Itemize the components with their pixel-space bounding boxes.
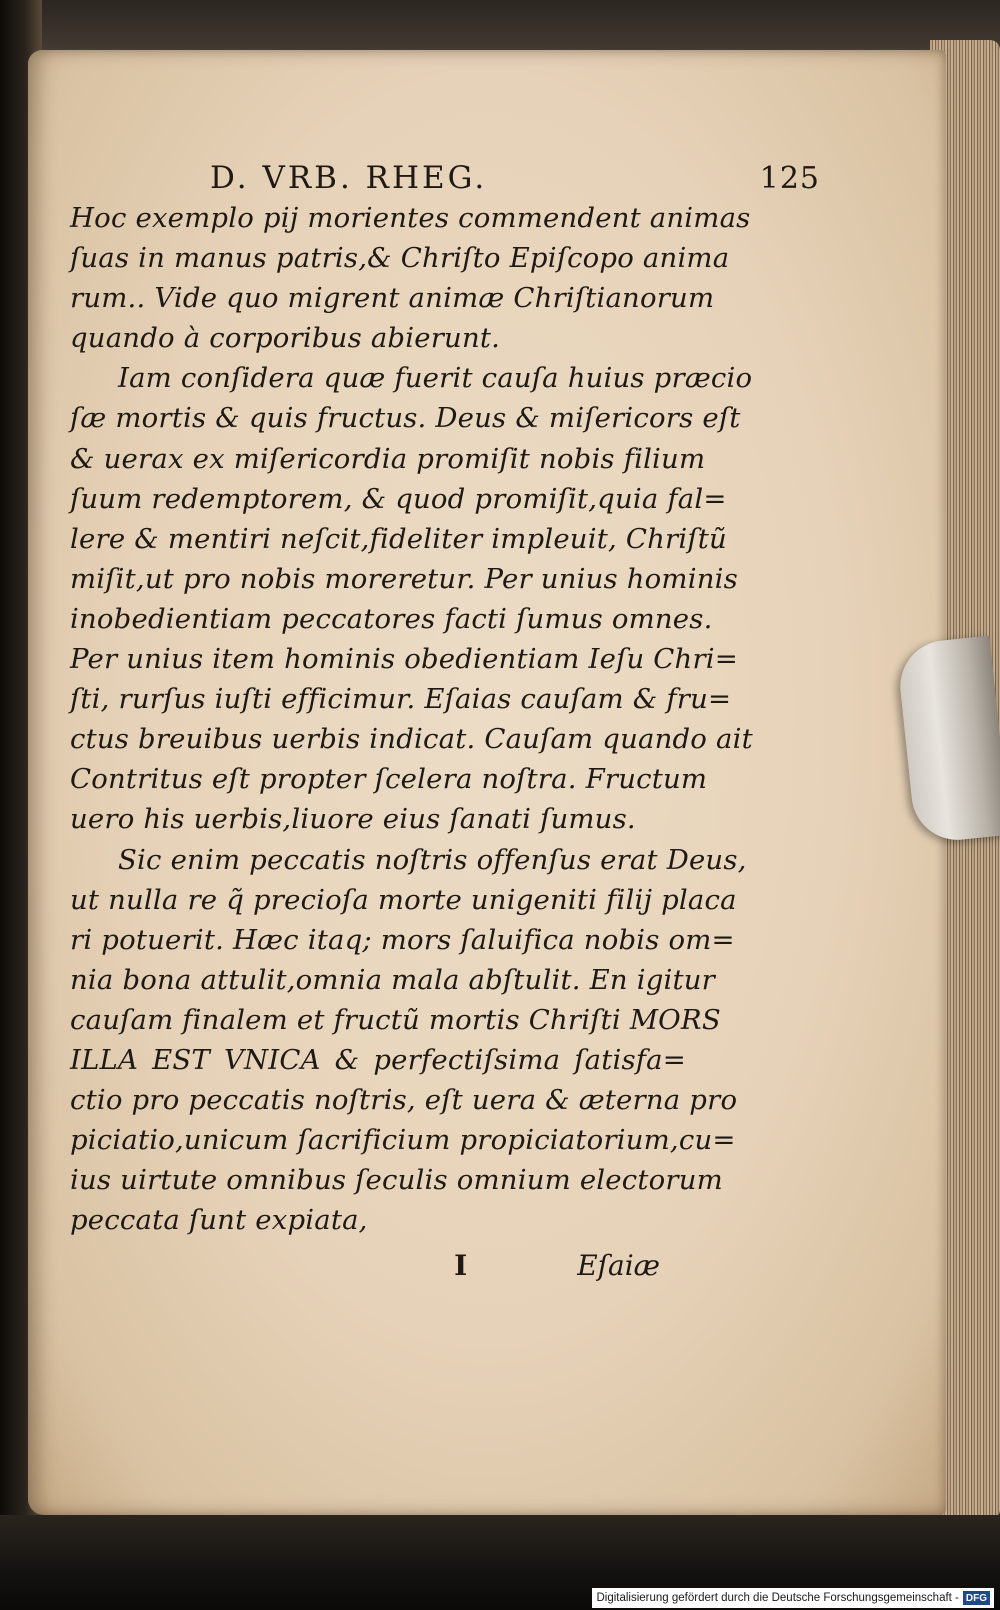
text-line: Iam conſidera quæ fuerit cauſa huius præcio xyxy=(118,362,753,395)
signature-mark: I xyxy=(454,1249,468,1283)
text-line: uero his uerbis,liuore eius ſanati ſumus. xyxy=(70,803,636,836)
text-line: nia bona attulit,omnia mala abſtulit. En igitur xyxy=(70,963,716,996)
page-number: 125 xyxy=(759,161,820,196)
text-line: lere & mentiri neſcit,fideliter impleuit, Chriſtũ xyxy=(70,522,727,555)
text-line: rum.. Vide quo migrent animæ Chriſtianorum xyxy=(70,282,715,315)
text-line: & uerax ex miſericordia promiſit nobis filium xyxy=(70,442,706,475)
text-line: ius uirtute omnibus ſeculis omnium electorum xyxy=(70,1164,723,1197)
digitization-credit xyxy=(592,1588,994,1608)
text-line: ctio pro peccatis noſtris, eſt uera & æterna pro xyxy=(70,1084,738,1117)
text-line: ſti, rurſus iuſti efficimur. Eſaias cauſam & fru= xyxy=(70,683,732,716)
text-line: ſuas in manus patris,& Chriſto Epiſcopo anima xyxy=(70,242,730,275)
text-line: Contritus eſt propter ſcelera noſtra. Fructum xyxy=(70,763,708,796)
running-head xyxy=(210,158,830,198)
text-line: inobedientiam peccatores facti ſumus omnes. xyxy=(70,602,713,635)
book-page xyxy=(28,50,946,1515)
running-head-title: D. VRB. RHEG. xyxy=(210,160,488,196)
text-line: ſuum redemptorem, & quod promiſit,quia fal= xyxy=(70,482,727,515)
text-line: peccata ſunt expiata, xyxy=(70,1204,368,1237)
text-line: piciatio,unicum ſacrificium propiciatorium,cu= xyxy=(70,1124,736,1157)
text-line: cauſam finalem et fructũ mortis Chriſti MORS xyxy=(70,1003,721,1036)
text-line: ILLA EST VNICA & perfectiſsima ſatisfa= xyxy=(70,1043,686,1076)
text-line: ſæ mortis & quis fructus. Deus & miſericors eſt xyxy=(70,402,741,435)
catchword: Eſaiæ xyxy=(577,1249,660,1283)
text-line: quando à corporibus abierunt. xyxy=(70,322,501,355)
dfg-logo: DFG xyxy=(963,1591,990,1605)
text-line: ctus breuibus uerbis indicat. Cauſam quando ait xyxy=(70,723,753,756)
text-line: ri potuerit. Hæc itaq; mors ſaluifica nobis om= xyxy=(70,923,735,956)
body-text xyxy=(70,198,753,1240)
page-content xyxy=(70,158,820,1286)
text-line: Per unius item hominis obedientiam Ieſu Chri= xyxy=(70,643,739,676)
catchword-line xyxy=(70,1246,660,1286)
text-line: miſit,ut pro nobis moreretur. Per unius hominis xyxy=(70,562,738,595)
text-line: ut nulla re q̃ precioſa morte unigeniti filij placa xyxy=(70,883,737,916)
text-line: Sic enim peccatis noſtris offenſus erat Deus, xyxy=(118,843,747,876)
credit-text: Digitalisierung gefördert durch die Deutsche Forschungsgemeinschaft - xyxy=(596,1592,959,1604)
text-line: Hoc exemplo pij morientes commendent animas xyxy=(70,202,751,234)
